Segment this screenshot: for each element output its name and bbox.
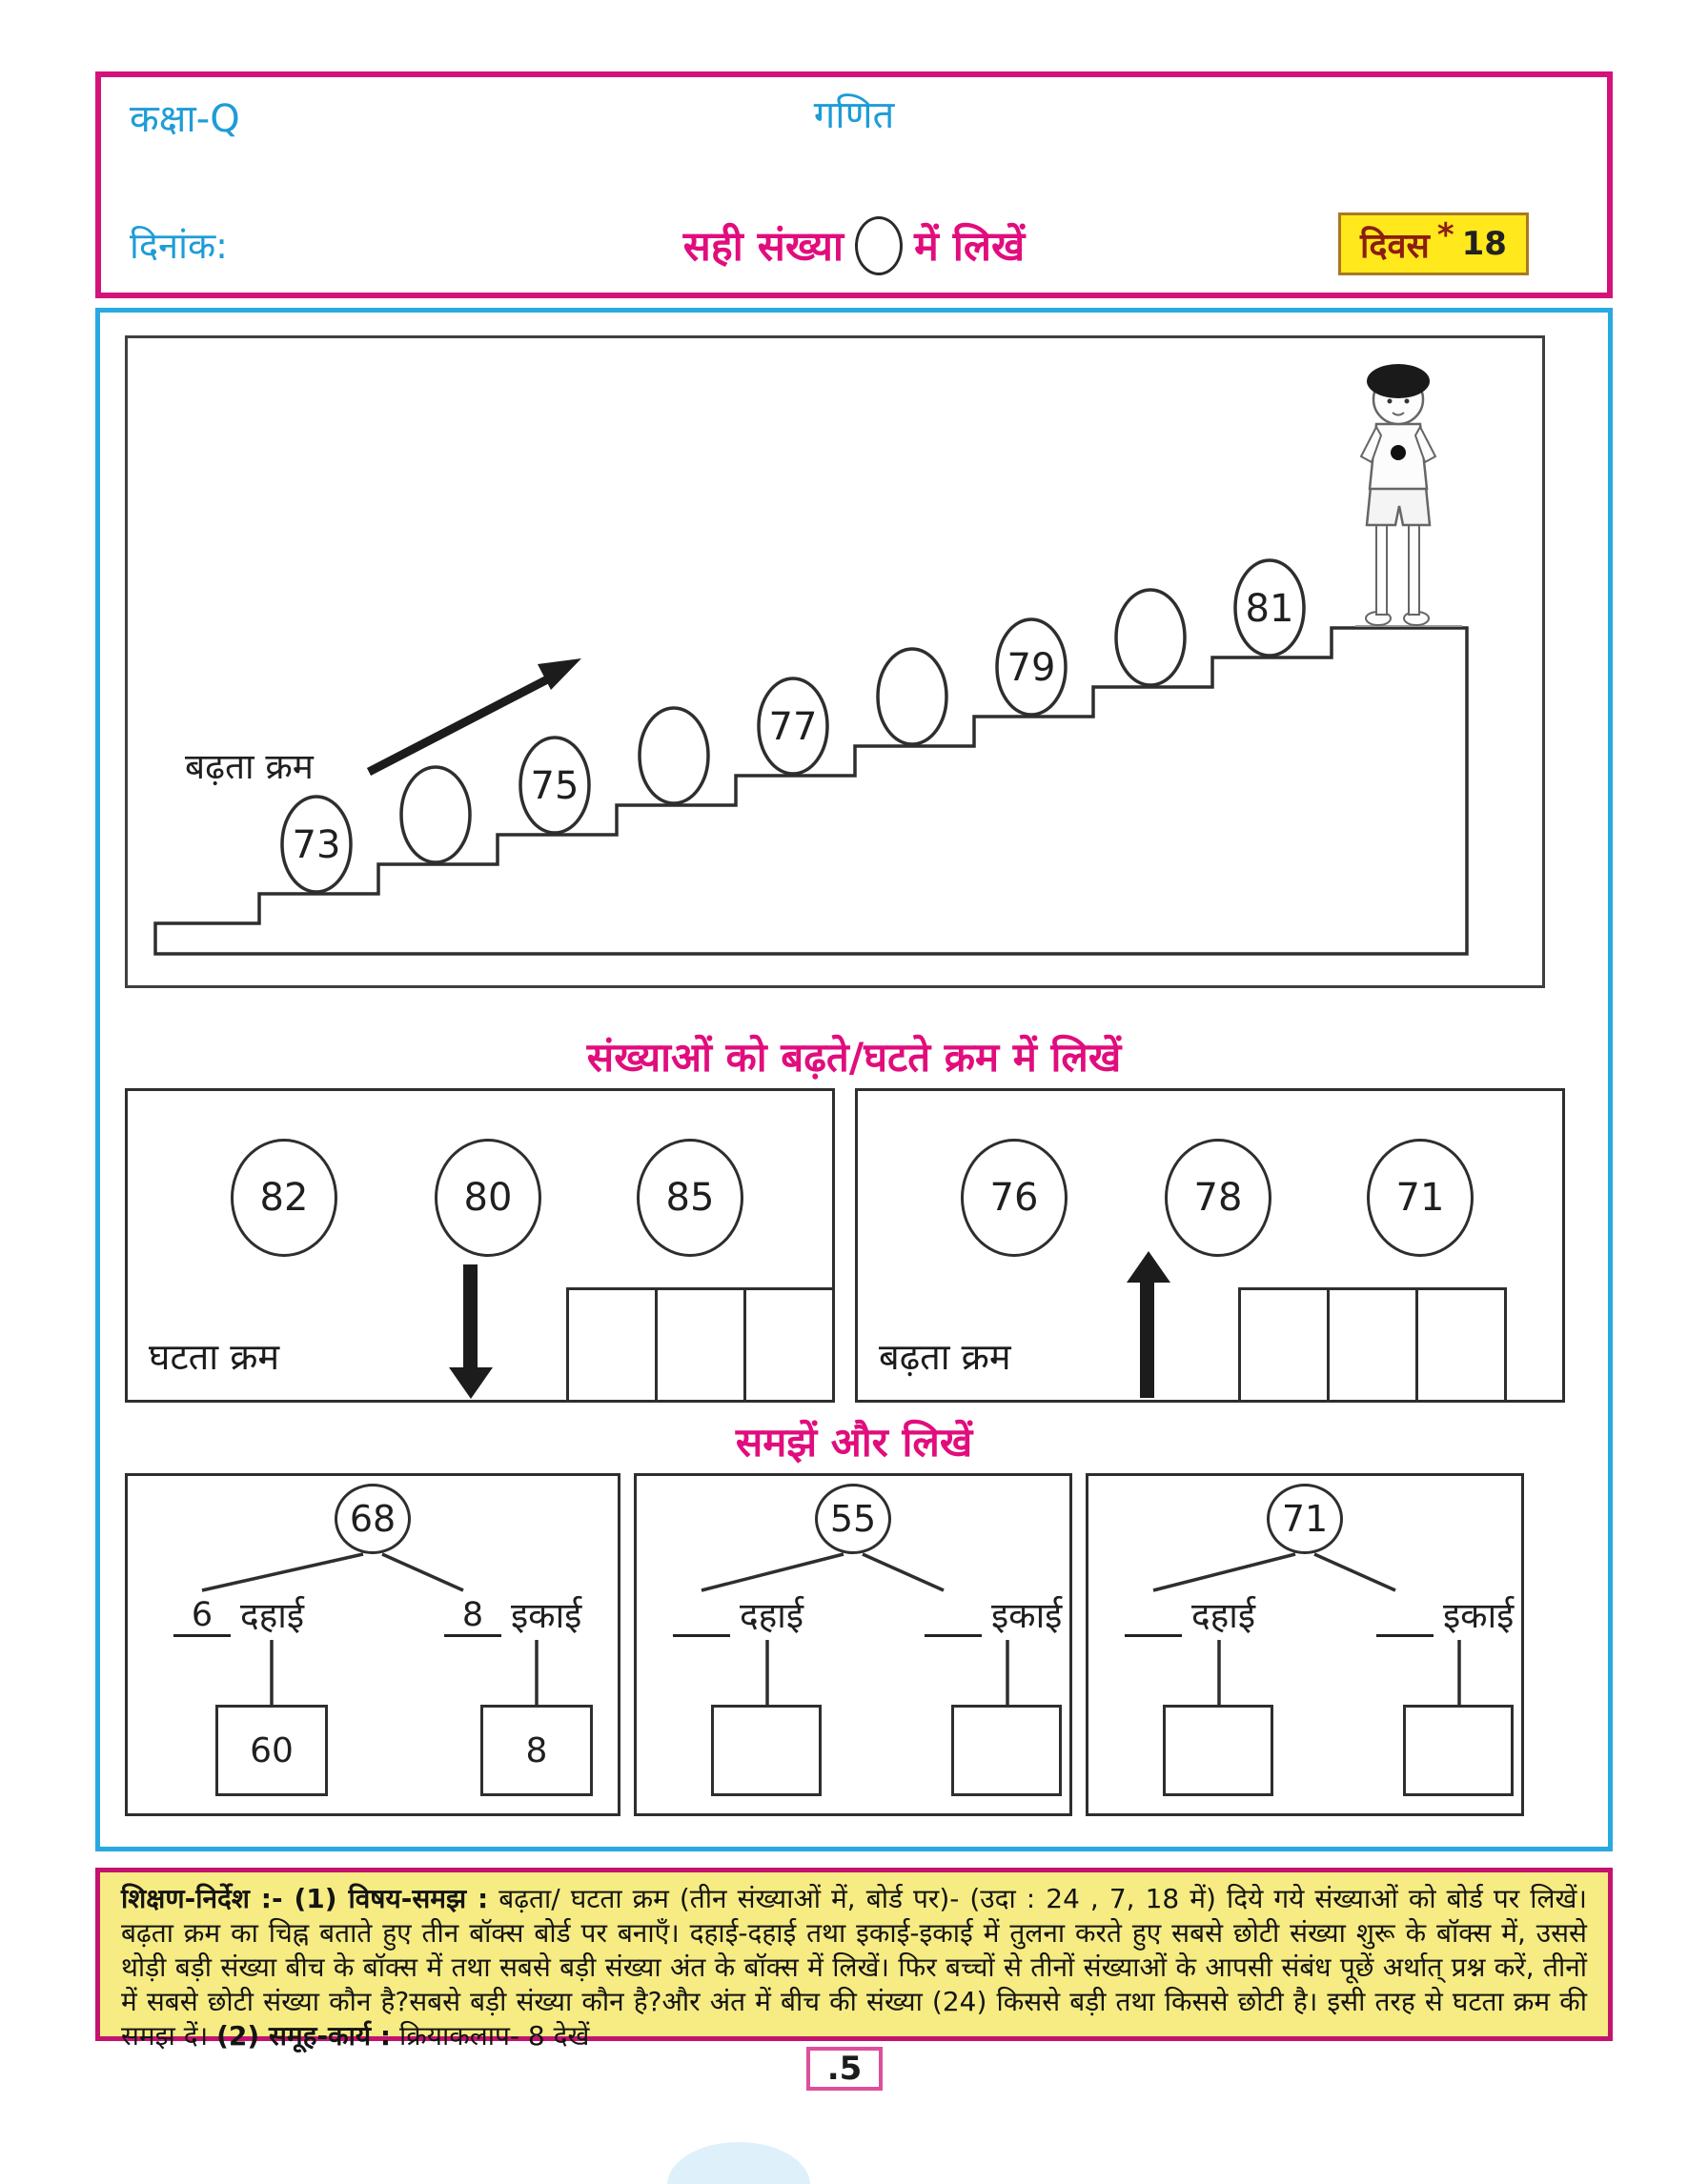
number-circle: 78 <box>1165 1139 1271 1257</box>
decomposition-box-71 <box>1086 1473 1524 1816</box>
stair-circle <box>640 708 708 803</box>
page-title-prefix: सही संख्या <box>682 223 844 271</box>
answer-circle-icon <box>855 216 903 275</box>
answer-cell <box>1415 1287 1504 1400</box>
answer-cell <box>1327 1287 1415 1400</box>
ones-word: इकाई <box>511 1595 582 1637</box>
stairs-direction-label: बढ़ता क्रम <box>185 746 314 787</box>
ordering-heading: संख्याओं को बढ़ते/घटते क्रम में लिखें <box>586 1034 1122 1081</box>
down-arrow-icon <box>463 1264 478 1369</box>
ones-label-group <box>444 1594 581 1637</box>
up-arrow-head-icon <box>1127 1251 1170 1283</box>
stair-circle <box>1116 590 1185 685</box>
stairs-diagram <box>128 338 1542 985</box>
tens-blank <box>673 1594 730 1637</box>
stair-number: 79 <box>1007 646 1056 690</box>
down-arrow-head-icon <box>449 1367 493 1399</box>
ones-word: इकाई <box>991 1595 1063 1637</box>
number-circle: 76 <box>961 1139 1068 1257</box>
stairs-panel <box>125 335 1545 988</box>
ones-value-box: 8 <box>480 1705 593 1796</box>
number-circle: 82 <box>231 1139 337 1257</box>
main-content-box <box>95 308 1613 1851</box>
ones-blank: 8 <box>444 1594 501 1637</box>
tens-word: दहाई <box>1191 1595 1256 1637</box>
answer-cell <box>566 1287 655 1400</box>
decomposition-heading: समझें और लिखें <box>735 1419 973 1466</box>
tens-word: दहाई <box>740 1595 804 1637</box>
number-circle: 80 <box>435 1139 541 1257</box>
tens-label-group <box>673 1594 803 1637</box>
instructions-tail: क्रियाकलाप- 8 देखें <box>391 2020 590 2053</box>
day-badge <box>1338 212 1529 275</box>
day-number: 18 <box>1461 225 1507 263</box>
ones-blank <box>925 1594 982 1637</box>
tens-word: दहाई <box>240 1595 305 1637</box>
descending-label: घटता क्रम <box>149 1336 280 1378</box>
answer-cell <box>1238 1287 1327 1400</box>
decomposition-box-68 <box>125 1473 620 1816</box>
decomposition-box-55 <box>634 1473 1072 1816</box>
number-circle: 55 <box>815 1484 891 1554</box>
tens-blank: 6 <box>173 1594 231 1637</box>
number-circle: 68 <box>335 1484 411 1554</box>
answer-cell <box>655 1287 743 1400</box>
asterisk-icon: * <box>1436 216 1454 254</box>
answer-cell <box>743 1287 832 1400</box>
tens-label-group <box>173 1594 304 1637</box>
instructions-group-heading: (2) समूह-कार्य : <box>216 2020 392 2053</box>
ones-blank <box>1376 1594 1434 1637</box>
page-number: .5 <box>806 2047 883 2091</box>
instructions-heading: शिक्षण-निर्देश :- (1) विषय-समझ : <box>121 1883 489 1914</box>
staircase-outline <box>155 628 1467 954</box>
tens-value-box <box>1163 1705 1273 1796</box>
subject-title: गणित <box>813 93 895 137</box>
stair-number: 81 <box>1245 587 1294 631</box>
ascending-order-box <box>855 1088 1565 1403</box>
ones-value-box <box>951 1705 1062 1796</box>
teacher-instructions <box>95 1868 1613 2053</box>
ones-label-group <box>1376 1594 1514 1637</box>
answer-cells <box>566 1287 832 1400</box>
tens-value-box: 60 <box>215 1705 328 1796</box>
stair-number: 75 <box>530 764 580 808</box>
number-circle: 85 <box>637 1139 743 1257</box>
tens-value-box <box>711 1705 822 1796</box>
ones-value-box <box>1403 1705 1514 1796</box>
watermark-circle <box>667 2142 810 2184</box>
answer-cells <box>1238 1287 1507 1400</box>
instructions-body: बढ़ता/ घटता क्रम (तीन संख्याओं में, बोर्ड पर)- (उदा : 24 , 7, 18 में) दिये गये संख्याओं को बोर्ड पर लिखें। बढ़ता क्रम का चिह्न बताते हुए तीन बॉक्स बोर्ड पर बनाएँ। दहाई-दहाई तथा इकाई-इकाई में तुलना करते हुए सबसे छोटी संख्या शुरू के बॉक्स में, उससे थोड़ी बड़ी संख्या बीच के बॉक्स में तथा सबसे बड़ी संख्या अंत के बॉक्स में लिखें। फिर बच्चों से तीनों संख्याओं के आपसी संबंध पूछें अर्थात् प्रश्न करें, तीनों में सबसे छोटी संख्या कौन है?सबसे बड़ी संख्या कौन है?और अंत में बीच की संख्या (24) किससे बड़ी तथा किससे छोटी है। इसी तरह से घटता क्रम की समझ दें। <box>121 1883 1587 2053</box>
descending-order-box <box>125 1088 835 1403</box>
tens-label-group <box>1125 1594 1255 1637</box>
number-circle: 71 <box>1367 1139 1474 1257</box>
boy-figure <box>1355 364 1462 626</box>
stair-number: 77 <box>768 705 818 749</box>
date-label: दिनांक: <box>130 225 228 267</box>
stair-circle <box>401 767 470 862</box>
ones-word: इकाई <box>1443 1595 1515 1637</box>
ones-label-group <box>925 1594 1062 1637</box>
tens-blank <box>1125 1594 1182 1637</box>
header-box <box>95 71 1613 298</box>
page-title-suffix: में लिखें <box>914 223 1026 271</box>
class-label: कक्षा-Q <box>130 97 240 141</box>
up-arrow-icon <box>1140 1282 1154 1398</box>
number-circle: 71 <box>1267 1484 1343 1554</box>
day-label: दिवस <box>1360 226 1430 266</box>
stair-circle <box>878 649 946 744</box>
ascending-label: बढ़ता क्रम <box>879 1336 1011 1378</box>
stair-number: 73 <box>292 823 341 867</box>
